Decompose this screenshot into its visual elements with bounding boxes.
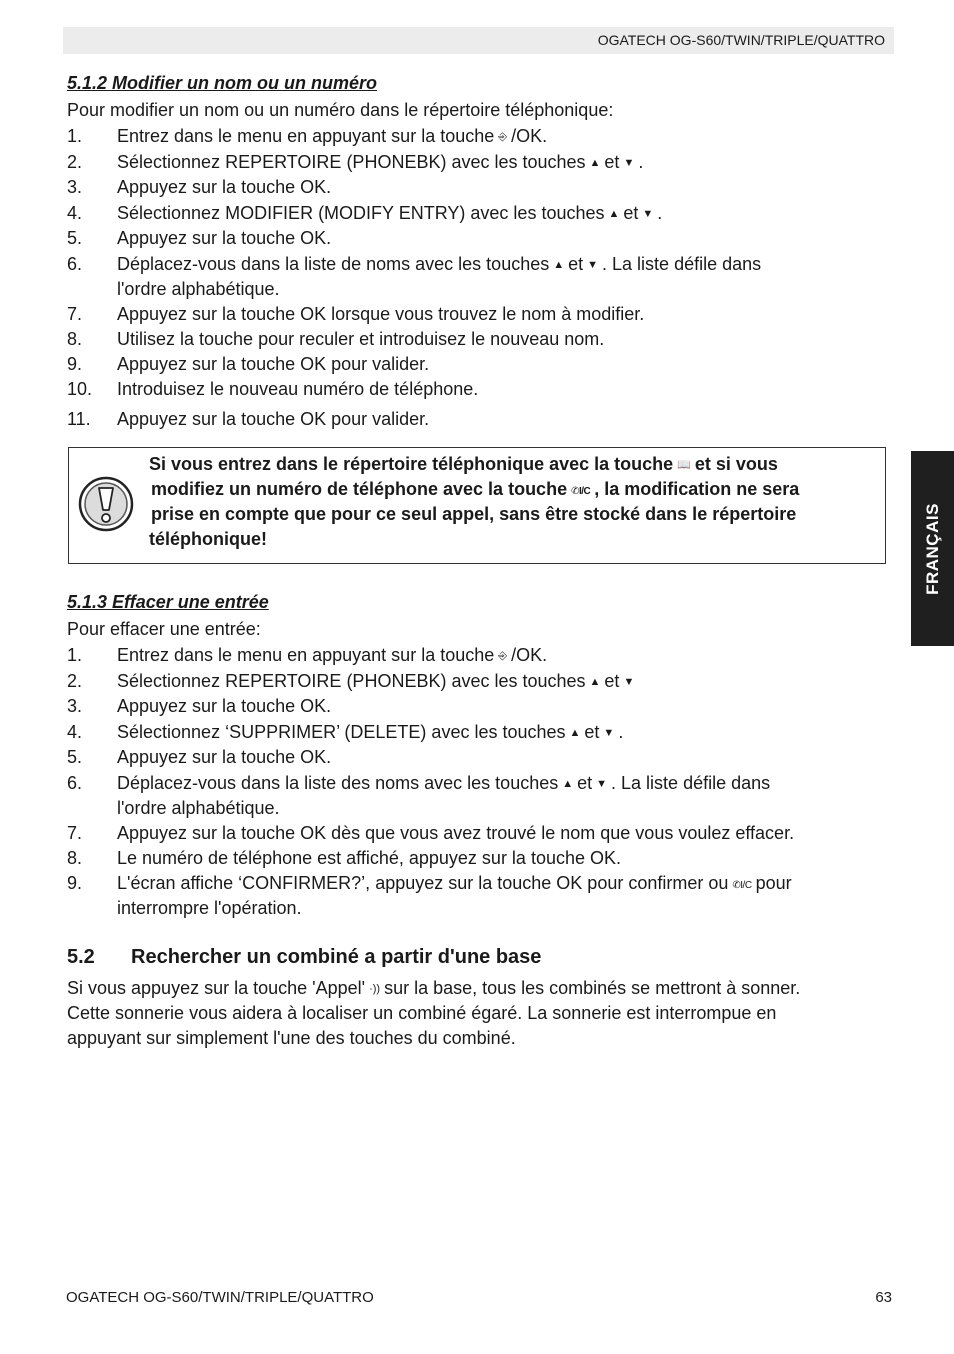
arrow-up-icon: ▲ xyxy=(589,676,601,688)
arrow-down-icon: ▼ xyxy=(642,208,654,220)
page-header xyxy=(63,27,894,54)
section-heading-5-1-3: 5.1.3 Effacer une entrée xyxy=(67,592,269,612)
warning-exclamation-icon xyxy=(78,476,134,532)
arrow-up-icon: ▲ xyxy=(569,727,581,739)
arrow-up-icon: ▲ xyxy=(589,157,601,169)
arrow-down-icon: ▼ xyxy=(623,676,635,688)
arrow-down-icon: ▼ xyxy=(623,157,635,169)
arrow-up-icon: ▲ xyxy=(562,778,574,790)
section-intro: Pour modifier un nom ou un numéro dans le répertoire téléphonique: xyxy=(67,100,614,120)
language-tab xyxy=(911,451,954,646)
section-title-5-2: Rechercher un combiné a partir d'une base xyxy=(131,946,542,968)
paragraph-line: Si vous appuyez sur la touche 'Appel' ·)) sur la base, tous les combinés se mettront à sonner. xyxy=(67,978,801,998)
section-number-5-2: 5.2 xyxy=(67,946,95,968)
menu-key-icon: ⎆ xyxy=(498,650,508,662)
arrow-up-icon: ▲ xyxy=(608,208,620,220)
phonebook-icon: 📖 xyxy=(677,459,691,471)
header-title: OGATECH OG-S60/TWIN/TRIPLE/QUATTRO xyxy=(597,32,885,48)
menu-key-icon: ⎆ xyxy=(498,131,508,143)
paragraph-line: Cette sonnerie vous aidera à localiser un combiné égaré. La sonnerie est interrompue en xyxy=(67,1003,777,1023)
page-number: 63 xyxy=(875,1289,892,1306)
warning-note: Si vous entrez dans le répertoire téléphonique avec la touche 📖 et si vous modifiez un numéro de téléphone avec la touche ✆I/C , la modification ne sera prise en compte que pour ce seul appel, sans être stocké dans le répertoire téléphonique! xyxy=(68,447,886,564)
arrow-down-icon: ▼ xyxy=(603,727,615,739)
clear-intercom-icon: ✆I/C xyxy=(732,880,752,891)
arrow-up-icon: ▲ xyxy=(553,259,565,271)
footer-title: OGATECH OG-S60/TWIN/TRIPLE/QUATTRO xyxy=(66,1289,374,1306)
section-intro: Pour effacer une entrée: xyxy=(67,619,261,639)
language-tab-label: FRANÇAIS xyxy=(922,502,942,595)
clear-intercom-icon: ✆I/C xyxy=(571,486,591,497)
paragraph-line: appuyant sur simplement l'une des touches du combiné. xyxy=(67,1028,516,1048)
section-heading-5-1-2: 5.1.2 Modifier un nom ou un numéro xyxy=(67,73,378,93)
page-handset-icon: ·)) xyxy=(369,983,381,995)
arrow-down-icon: ▼ xyxy=(596,778,608,790)
arrow-down-icon: ▼ xyxy=(587,259,599,271)
